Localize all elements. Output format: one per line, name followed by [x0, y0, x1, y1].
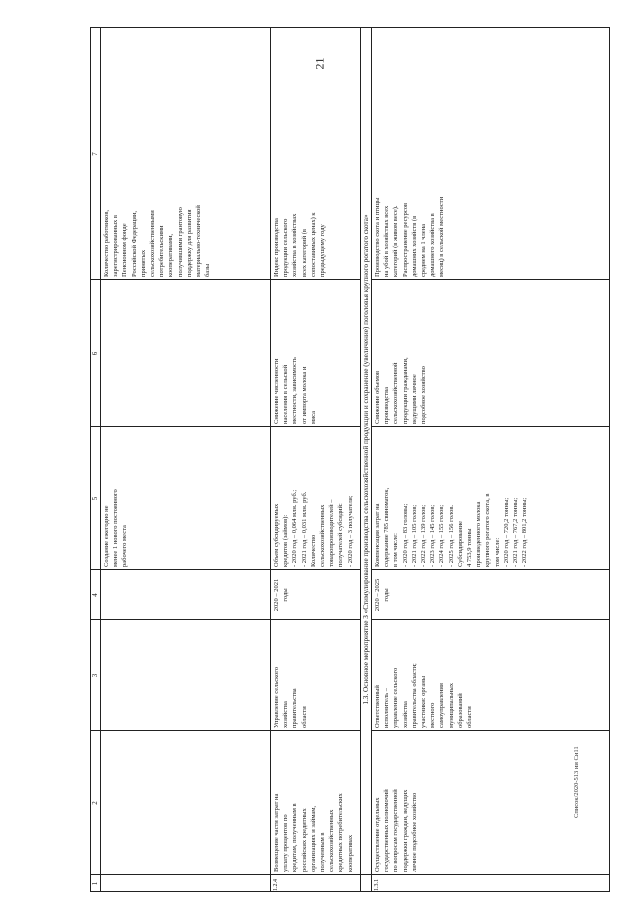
- table-cell-executor: [271, 620, 360, 731]
- cell-line: категорий (в живом весе).: [392, 205, 400, 277]
- cell-line: организациях и займам,: [309, 805, 317, 872]
- cell-line: Снижение объемов: [374, 370, 381, 424]
- cell-line: зарегистрированных в: [112, 215, 120, 277]
- column-header-3: 3: [91, 673, 99, 678]
- table-border-bottom: [609, 27, 610, 892]
- cell-line: управление сельского: [392, 667, 400, 728]
- cell-line: - 2020 год – 720,2 тонны;: [502, 497, 510, 567]
- cell-line: Осуществление отдельных: [374, 797, 381, 872]
- cell-line: месяц) в сельской местности: [438, 196, 446, 277]
- cell-line: Индекс производства: [273, 218, 280, 277]
- table-cell-indicator: [372, 28, 609, 280]
- cell-line: Создание ежегодно не: [103, 505, 110, 567]
- cell-line: - 2022 год – 801,2 тонны;: [521, 497, 529, 567]
- cell-line: - 2020 год – 3 получателя;: [346, 495, 354, 567]
- cell-line: 2020 – 2025: [374, 578, 381, 612]
- cell-line: - 2022 год – 139 голов;: [420, 504, 428, 567]
- cell-line: государственных полномочий: [383, 789, 391, 872]
- cell-line: уплату процентов по: [282, 814, 290, 872]
- cell-line: кредитов (займов):: [282, 514, 290, 567]
- cell-line: сельскохозяйственной: [392, 362, 400, 424]
- cell-line: российских кредитных: [300, 808, 308, 872]
- table-cell-consequences: [372, 280, 609, 427]
- cell-line: Компенсация затрат на: [374, 503, 381, 567]
- cell-line: содержание 785 свиноматок,: [383, 487, 391, 567]
- cell-line: ведущими личное: [410, 374, 418, 424]
- rotated-table: [90, 27, 610, 892]
- cell-line: кредитных потребительских: [337, 793, 345, 872]
- cell-line: - 2021 год – 105 голов;: [410, 504, 418, 567]
- table-cell-consequences: [271, 280, 360, 427]
- column-header-4: 4: [91, 593, 99, 597]
- cell-line: том числе:: [493, 537, 501, 567]
- cell-line: получившими грантовую: [176, 207, 184, 277]
- cell-line: хозяйства: [282, 701, 290, 728]
- cell-line: всех категорий (в: [300, 229, 308, 277]
- cell-line: поддержку для развития: [185, 209, 193, 277]
- cell-line: самоуправления: [438, 683, 446, 728]
- cell-line: Производство скота и птицы: [374, 197, 381, 277]
- cell-line: Управление сельского: [273, 667, 280, 728]
- footer-text: Список/2020-513 ии Си11: [573, 746, 580, 818]
- cell-line: получателей субсидий:: [337, 503, 345, 567]
- cell-line: товаропроизводителей –: [328, 499, 336, 567]
- cell-line: домашних хозяйств (в: [410, 215, 418, 277]
- cell-line: образований: [456, 693, 464, 728]
- column-header-6: 6: [91, 351, 99, 356]
- cell-line: правительства: [291, 688, 299, 728]
- cell-line: - 2021 год – 767,2 тонны;: [512, 497, 520, 567]
- cell-line: хозяйства: [401, 701, 409, 728]
- cell-line: продукции сельского: [282, 218, 290, 277]
- cell-line: - 2023 год – 145 голов;: [429, 504, 437, 567]
- cell-line: сопоставимых ценах) к: [309, 212, 317, 277]
- table-cell-period: [271, 570, 360, 620]
- cell-line: - 2025 год – 156 голов.: [447, 504, 455, 567]
- cell-line: среднем на 1 члена: [420, 224, 428, 277]
- cell-line: - 2021 год – 0,031 млн. руб.: [300, 491, 308, 567]
- cell-line: годы: [282, 588, 290, 602]
- cell-line: крупного рогатого скота, в: [484, 493, 492, 567]
- column-header-5: 5: [91, 496, 99, 501]
- cell-line: Количество работников,: [103, 209, 110, 277]
- cell-line: Возмещение части затрат на: [273, 793, 280, 872]
- cell-line: кооперативами,: [167, 233, 175, 277]
- table-cell-indicator: [101, 28, 270, 280]
- table-cell-period: [372, 570, 609, 620]
- cell-line: - 2020 год – 0,064 млн. руб.;: [291, 489, 299, 567]
- cell-line: потребительскими: [158, 225, 166, 277]
- cell-line: участники: органы: [420, 675, 428, 728]
- page-number: 21: [312, 57, 327, 70]
- cell-line: области: [300, 706, 308, 728]
- cell-line: сельскохозяйственных: [319, 504, 327, 567]
- cell-line: 2020 – 2021: [273, 578, 280, 612]
- cell-line: муниципальных: [447, 682, 455, 728]
- cell-line: - 2024 год – 155 голов;: [438, 504, 446, 567]
- cell-line: местности, зависимость: [291, 357, 299, 424]
- cell-line: Субсидирование: [456, 520, 464, 567]
- cell-line: продукции гражданами,: [401, 357, 409, 424]
- cell-line: местного: [429, 702, 437, 728]
- column-header-1: 1: [91, 881, 99, 886]
- cell-line: области: [466, 706, 474, 728]
- cell-line: годы: [383, 588, 391, 602]
- cell-line: менее 1 нового постоянного: [112, 489, 120, 567]
- cell-line: производства: [383, 386, 391, 424]
- cell-line: произведенного молока: [475, 501, 483, 567]
- cell-line: Количество: [309, 534, 317, 567]
- cell-line: хозяйства в хозяйствах: [291, 213, 299, 277]
- cell-line: рабочего места: [121, 525, 129, 567]
- table-cell-result: [271, 427, 360, 570]
- cell-line: подсобное хозяйство: [420, 366, 428, 424]
- cell-line: на убой в хозяйствах всех: [383, 205, 391, 277]
- column-header-7: 7: [91, 152, 99, 156]
- cell-line: кредитам, полученным в: [291, 803, 299, 872]
- cell-line: населения в сельской: [282, 364, 290, 424]
- cell-line: Объем субсидируемых: [273, 503, 280, 567]
- cell-line: 4 753,9 тонны: [466, 528, 474, 567]
- cell-line: полученным в: [319, 832, 327, 872]
- cell-line: Ответственный: [374, 685, 381, 728]
- cell-line: предыдущему году: [319, 224, 327, 277]
- cell-line: мяса: [309, 411, 317, 424]
- cell-line: Российской Федерации,: [130, 211, 138, 277]
- cell-line: Распространение ресурсов: [401, 202, 409, 277]
- cell-line: поддержки граждан, ведущих: [401, 789, 409, 872]
- section-banner: 1.3. Основное мероприятие 3 «Стимулирование производства сельскохозяйственной продукции и сохранение (увеличение) поголовья крупного рогатого скота»: [362, 214, 370, 705]
- row-number: 1.3.1: [374, 879, 380, 891]
- cell-line: сельскохозяйственных: [328, 809, 336, 872]
- table-cell-indicator: [271, 28, 360, 280]
- cell-line: сельскохозяйственными: [149, 210, 157, 277]
- row-number: 1.2.4: [273, 879, 279, 891]
- cell-line: по вопросам государственной: [392, 789, 400, 872]
- cell-line: - 2020 год – 83 головы;: [401, 503, 409, 567]
- cell-line: правительства области;: [410, 663, 418, 728]
- table-cell-result: [372, 427, 609, 570]
- cell-line: в том числе:: [392, 533, 400, 567]
- cell-line: домашнего хозяйства в: [429, 213, 437, 277]
- cell-line: кооперативах: [346, 834, 354, 872]
- cell-line: Снижение численности: [273, 358, 280, 424]
- cell-line: личное подсобное хозяйство: [410, 792, 418, 872]
- cell-line: Пенсионном фонде: [121, 223, 129, 277]
- table-cell-result: [101, 427, 270, 570]
- cell-line: принятых: [139, 249, 147, 277]
- cell-line: материально-технической: [195, 205, 203, 277]
- table-cell-measure: [271, 731, 360, 875]
- cell-line: базы: [204, 263, 212, 277]
- cell-line: от импорта молока и: [300, 366, 308, 424]
- cell-line: исполнитель –: [383, 687, 391, 728]
- column-header-2: 2: [91, 801, 99, 805]
